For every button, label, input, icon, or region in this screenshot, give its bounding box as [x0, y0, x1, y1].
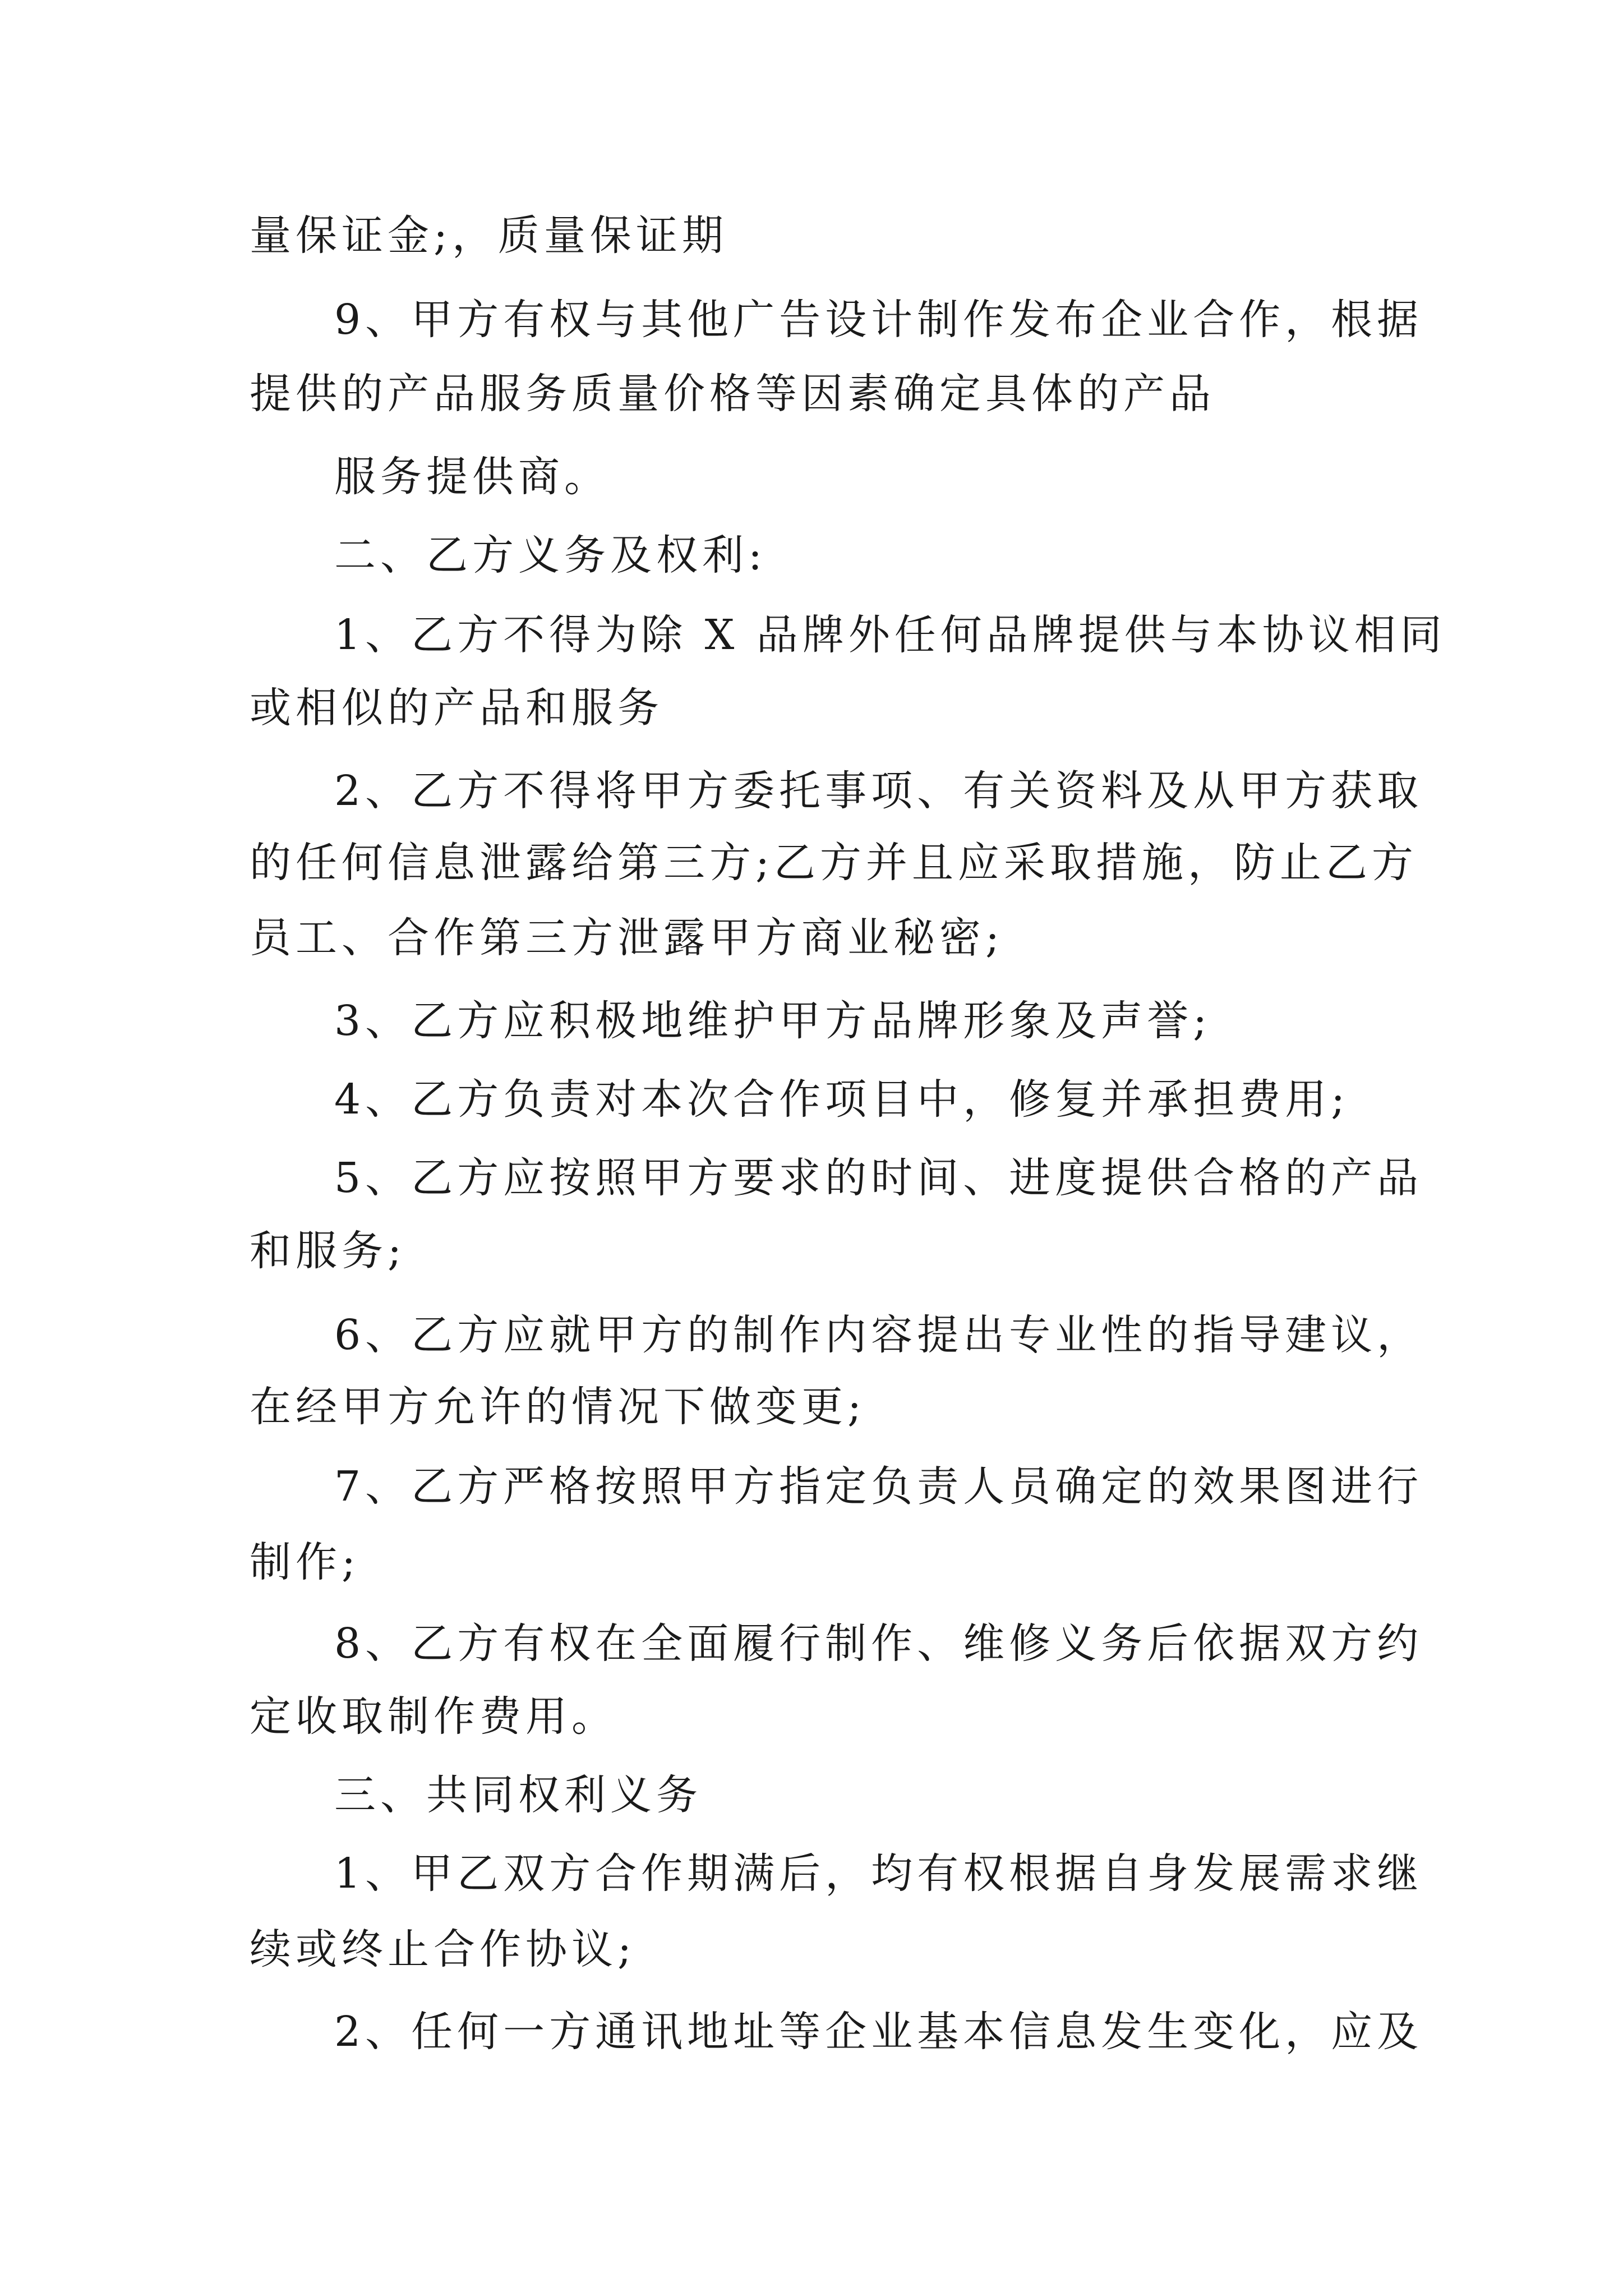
text-line: 续或终止合作协议; [250, 1925, 636, 1973]
text-line: 制作; [250, 1538, 360, 1586]
section-heading: 二、乙方义务及权利: [334, 531, 767, 579]
text-line: 服务提供商。 [334, 453, 610, 501]
text-line: 6、乙方应就甲方的制作内容提出专业性的指导建议， [334, 1311, 1423, 1359]
text-line: 在经甲方允许的情况下做变更; [250, 1383, 866, 1431]
text-line: 2、任何一方通讯地址等企业基本信息发生变化，应及 [334, 2008, 1423, 2056]
text-line: 1、甲乙双方合作期满后，均有权根据自身发展需求继 [334, 1849, 1423, 1898]
text-line: 9、甲方有权与其他广告设计制作发布企业合作，根据 [334, 296, 1423, 344]
text-line: 和服务; [250, 1227, 406, 1275]
text-line: 量保证金;，质量保证期 [250, 211, 728, 260]
section-heading: 三、共同权利义务 [334, 1771, 702, 1819]
text-line: 8、乙方有权在全面履行制作、维修义务后依据双方约 [334, 1619, 1423, 1668]
text-line: 提供的产品服务质量价格等因素确定具体的产品 [250, 370, 1215, 418]
text-line: 7、乙方严格按照甲方指定负责人员确定的效果图进行 [334, 1462, 1423, 1511]
text-line: 5、乙方应按照甲方要求的时间、进度提供合格的产品 [334, 1154, 1423, 1202]
text-line: 3、乙方应积极地维护甲方品牌形象及声誉; [334, 997, 1212, 1045]
text-line: 的任何信息泄露给第三方;乙方并且应采取措施，防止乙方 [250, 839, 1418, 887]
text-line: 4、乙方负责对本次合作项目中，修复并承担费用; [334, 1075, 1350, 1124]
text-line: 2、乙方不得将甲方委托事项、有关资料及从甲方获取 [334, 767, 1423, 815]
text-line: 或相似的产品和服务 [250, 684, 663, 732]
text-line: 员工、合作第三方泄露甲方商业秘密; [250, 914, 1004, 962]
text-line: 定收取制作费用。 [250, 1692, 617, 1741]
text-line: 1、乙方不得为除 X 品牌外任何品牌提供与本协议相同 [334, 611, 1446, 659]
